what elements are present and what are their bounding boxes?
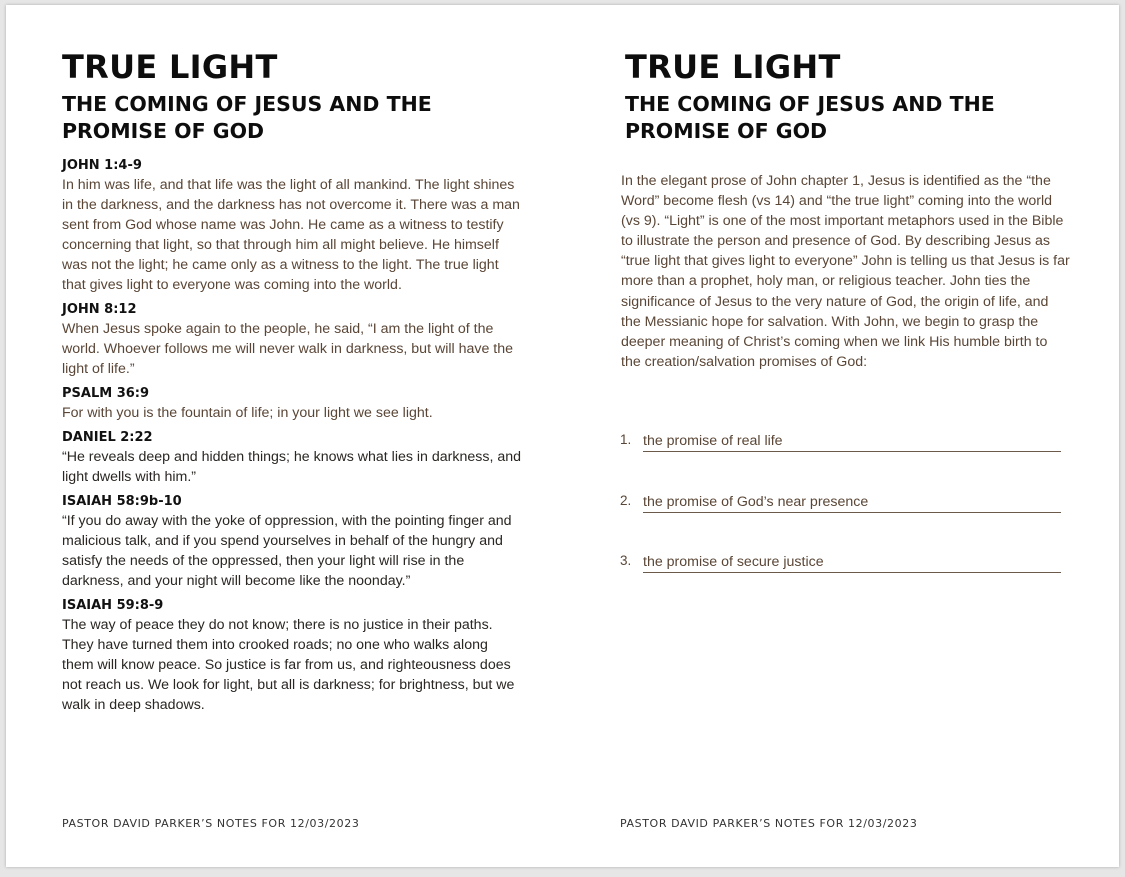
passage-reference: ISAIAH 59:8-9 [62, 598, 164, 613]
promise-blank-line: the promise of secure justice [643, 553, 1061, 573]
list-number: 2. [620, 492, 632, 508]
promise-list [620, 432, 1065, 614]
promise-blank-line: the promise of God’s near presence [643, 493, 1061, 513]
passage-reference: JOHN 8:12 [62, 302, 137, 317]
page-title: TRUE LIGHT [62, 48, 278, 86]
passage-text: “If you do away with the yoke of oppression, with the pointing finger and malicious talk, and if you spend yourselves in behalf of the hungry and satisfy the needs of the oppressed, then your light will rise in the darkness, and your night will become like the noonday.” [62, 513, 512, 589]
page-footer: PASTOR DAVID PARKER’S NOTES FOR 12/03/2023 [620, 817, 918, 830]
passage-text: “He reveals deep and hidden things; he knows what lies in darkness, and light dwells with him.” [62, 449, 522, 485]
passage-text: In him was life, and that life was the light of all mankind. The light shines in the darkness, and the darkness has not overcome it. There was a man sent from God whose name was John. He came as a witness to testify concerning that light, so that through him all might believe. He himself was not the light; he came only as a witness to the light. The true light that gives light to everyone was coming into the world. [62, 177, 520, 293]
list-number: 3. [620, 553, 632, 568]
scripture-passages [62, 157, 522, 721]
page-subtitle: THE COMING OF JESUS AND THE PROMISE OF GOD [62, 92, 432, 143]
essay-paragraph: In the elegant prose of John chapter 1, Jesus is identified as the “the Word” become flesh (vs 14) and “the true light” coming into the world (vs 9). “Light” is one of the most important metaphors used in the Bible to illustrate the person and presence of God. By describing Jesus as “true light that gives light to everyone” John is telling us that Jesus is far more than a prophet, holy man, or religious teacher. John ties the significance of Jesus to the very nature of God, the origin of life, and the Messianic hope for salvation. With John, we begin to grasp the deeper meaning of Christ’s coming when we link His humble birth to the creation/salvation promises of God: [621, 173, 1070, 370]
list-item [620, 493, 1065, 554]
passage-text: The way of peace they do not know; there is no justice in their paths. They have turned them into crooked roads; no one who walks along them will know peace. So justice is far from us, and righteousness does not reach us. We look for light, but all is darkness; for brightness, but we walk in deep shadows. [62, 617, 515, 713]
passage-reference: PSALM 36:9 [62, 386, 150, 401]
passage-john-1 [62, 157, 522, 295]
passage-psalm-36 [62, 385, 522, 423]
page-footer: PASTOR DAVID PARKER’S NOTES FOR 12/03/2023 [62, 817, 360, 830]
passage-john-8 [62, 301, 522, 379]
passage-reference: DANIEL 2:22 [62, 430, 153, 445]
passage-isaiah-58 [62, 493, 522, 591]
passage-isaiah-59 [62, 597, 522, 715]
passage-text: When Jesus spoke again to the people, he said, “I am the light of the world. Whoever follows me will never walk in darkness, but will have the light of life.” [62, 321, 514, 377]
document-spread [6, 5, 1119, 867]
passage-reference: ISAIAH 58:9b-10 [62, 494, 182, 509]
right-page [620, 5, 1070, 867]
list-item [620, 553, 1065, 614]
page-subtitle: THE COMING OF JESUS AND THE PROMISE OF GOD [625, 92, 995, 143]
passage-reference: JOHN 1:4-9 [62, 158, 142, 173]
passage-text: For with you is the fountain of life; in your light we see light. [62, 405, 433, 421]
passage-daniel-2 [62, 429, 522, 487]
left-page [62, 5, 522, 867]
promise-blank-line: the promise of real life [643, 432, 1061, 452]
list-item [620, 432, 1065, 493]
list-number: 1. [620, 432, 632, 447]
page-title: TRUE LIGHT [625, 48, 841, 86]
